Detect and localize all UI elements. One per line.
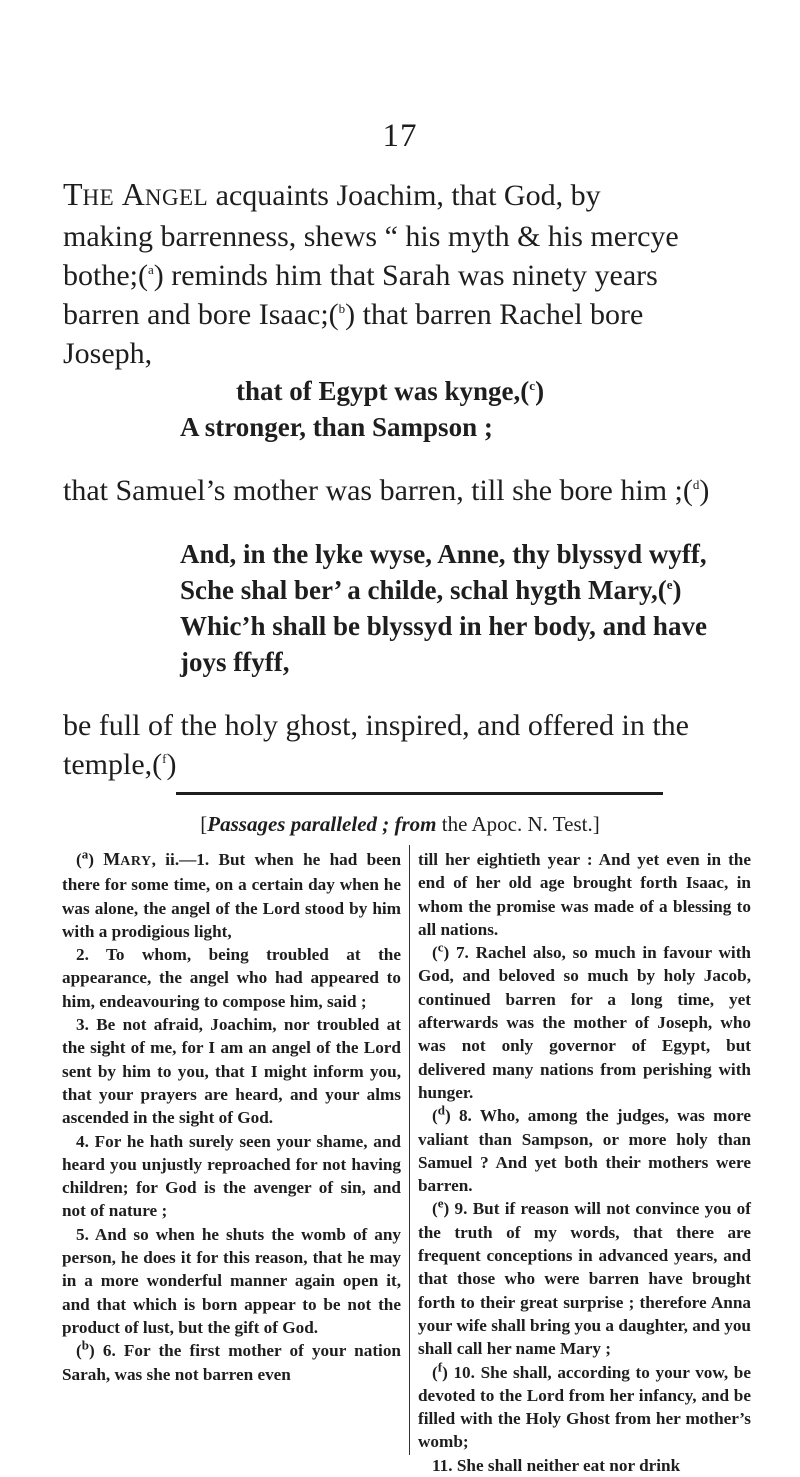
footnote-ref: f [162, 751, 167, 766]
verse-line: be full of the holy ghost, inspired, and offered in the [63, 709, 689, 742]
drop-cap-t: T [63, 176, 83, 212]
footnote-ref: b [338, 301, 346, 316]
verse-line [63, 373, 743, 409]
page-number: 17 [382, 118, 418, 154]
note-text: , ii.—1. But when he had been there for some time, on a certain day when he was alone, the angel of the Lord stood by him with a prodigious light, [62, 850, 401, 941]
bracket: [ [200, 812, 208, 836]
note-paragraph: 3. Be not afraid, Joachim, nor troubled at the sight of me, for I am an angel of the Lord sent by him to you, that I might inform you, that your prayers are heard, and your alms ascended in the sight of God. [62, 1015, 401, 1128]
verse-text: ) [699, 474, 710, 507]
footnote-marker: a [81, 846, 89, 862]
verse-text: acquaints Joachim, that God, by [215, 179, 601, 212]
note-paragraph [418, 1197, 751, 1360]
verse-text: ) [672, 575, 682, 605]
note-text: ) 6. For the first mother of your nation Sarah, was she not barren even [62, 1341, 401, 1384]
verse-line [63, 256, 743, 295]
note-text: ) [88, 850, 104, 869]
notes-heading [0, 812, 800, 837]
verse-line: A stronger, than Sampson ; [180, 412, 493, 442]
note-paragraph: 5. And so when he shuts the womb of any person, he does it for this reason, that he may in a more wonderful manner again open it, and that which is born appear to be not the product of lust, but the gift of God. [62, 1224, 401, 1337]
footnote-marker: b [81, 1337, 89, 1353]
verse-text: temple,( [63, 748, 163, 781]
verse-line: Joseph, [63, 337, 153, 370]
footnote-ref: d [692, 477, 700, 492]
verse-text: ) [535, 376, 545, 406]
footnote-ref: e [666, 577, 673, 592]
note-paragraph [62, 1339, 401, 1386]
verse-line [63, 175, 743, 217]
footnote-ref: a [147, 262, 154, 277]
note-text: ) 10. She shall, according to your vow, be devoted to the Lord from her infancy, and be filled with the Holy Ghost from her mother’s womb; [418, 1362, 751, 1452]
footnote-ref: c [529, 378, 536, 393]
note-paragraph: 2. To whom, being troubled at the appearance, the angel who had appeared to him, endeavouring to compose him, said ; [62, 945, 401, 1011]
note-text: ( [76, 1341, 82, 1361]
section-divider [176, 792, 663, 795]
drop-cap-a: A [121, 176, 145, 212]
small-caps-ngel: NGEL [144, 185, 209, 210]
verse-text: that of Egypt was kynge,( [236, 376, 530, 406]
note-text: ( [432, 1106, 438, 1126]
verse-line [63, 295, 743, 334]
note-text: ) 9. But if reason will not convince you of the truth of my words, that there are frequent conceptions in advanced years, and that those who were barren have brought forth to their great surprise ; therefore Anna your wife shall bring you a daughter, and you shall call her name Mary ; [418, 1199, 751, 1359]
note-text: ( [76, 850, 82, 869]
column-divider [409, 845, 410, 1455]
verse-line: making barrenness, shews “ his myth & his mercye [63, 220, 679, 253]
verse-line: And, in the lyke wyse, Anne, thy blyssyd wyff, [180, 539, 707, 569]
heading-text: the Apoc. N. Test.] [436, 812, 600, 836]
verse-block [63, 175, 743, 784]
verse-text: Sche shal ber’ a childe, schal hygth Mary,( [180, 575, 667, 605]
verse-text: ) reminds him that Sarah was ninety years [153, 259, 658, 292]
verse-line [63, 572, 743, 608]
note-text: ( [432, 1362, 438, 1382]
verse-line [63, 745, 743, 784]
notes-left-column [62, 848, 401, 1386]
note-paragraph: till her eightieth year : And yet even in the end of her old age brought forth Isaac, in whom the promise was made of a blessing to all nations. [418, 850, 751, 939]
note-text: ( [432, 943, 438, 963]
small-caps-he: HE [82, 185, 115, 210]
note-paragraph [418, 941, 751, 1104]
verse-text: that Samuel’s mother was barren, till she bore him ;( [63, 474, 693, 507]
heading-italic: Passages paralleled ; from [207, 812, 437, 836]
verse-line [63, 471, 743, 510]
verse-text: ) that barren Rachel bore [345, 298, 644, 331]
footnote-marker: d [437, 1102, 445, 1118]
note-paragraph [418, 1358, 751, 1454]
verse-text: barren and bore Isaac;( [63, 298, 339, 331]
note-text: ( [432, 1199, 438, 1219]
note-paragraph: 4. For he hath surely seen your shame, and heard you unjustly reproached for not having children; for God is the avenger of sin, and not of nature ; [62, 1131, 401, 1221]
note-paragraph [62, 848, 401, 943]
small-caps-m: M [103, 849, 121, 869]
verse-text: ) [166, 748, 177, 781]
note-text: ) 8. Who, among the judges, was more valiant than Sampson, or more holy than Samuel ? And yet both their mothers were barren. [418, 1106, 751, 1196]
verse-line: Whic’h shall be blyssyd in her body, and have joys ffyff, [180, 611, 707, 677]
verse-text: bothe;( [63, 259, 148, 292]
small-caps-ary: ARY [120, 854, 152, 869]
note-paragraph [418, 1104, 751, 1197]
note-paragraph: 11. She shall neither eat nor drink [432, 1455, 681, 1475]
footnote-marker: e [437, 1195, 444, 1211]
note-text: ) 7. Rachel also, so much in favour with God, and beloved so much by holy Jacob, continued barren for a long time, yet afterwards was the mother of Joseph, who was not only governor of Egypt, but delivered many nations from perishing with hunger. [418, 943, 751, 1102]
notes-right-column [418, 848, 751, 1477]
footnote-marker: c [437, 939, 444, 955]
footnote-marker: f [437, 1358, 443, 1374]
